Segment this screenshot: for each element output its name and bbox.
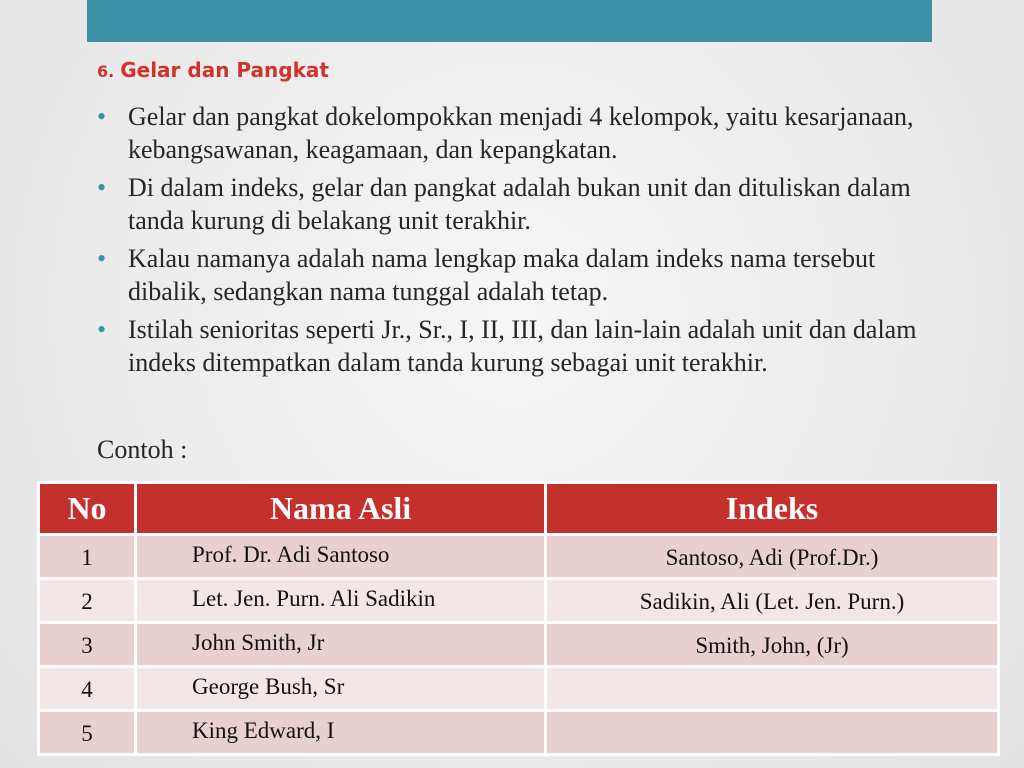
bullet-item: [97, 100, 937, 166]
cell-no: 3: [39, 623, 136, 667]
bullet-text: Istilah senioritas seperti Jr., Sr., I, II, III, dan lain-lain adalah unit dan dalam indeks ditempatkan dalam tanda kurung sebagai unit terakhir.: [128, 315, 917, 377]
table-row: [39, 579, 999, 623]
cell-no: 5: [39, 711, 136, 755]
table-row: [39, 711, 999, 755]
table-row: [39, 667, 999, 711]
cell-no: 2: [39, 579, 136, 623]
cell-no: 4: [39, 667, 136, 711]
cell-indeks: Smith, John, (Jr): [546, 623, 999, 667]
cell-nama-asli: Let. Jen. Purn. Ali Sadikin: [136, 579, 546, 623]
example-table: [37, 481, 1000, 756]
title-bar-decoration: [87, 0, 932, 42]
header-no: No: [39, 483, 136, 535]
table-row: [39, 535, 999, 579]
cell-indeks: Santoso, Adi (Prof.Dr.): [546, 535, 999, 579]
cell-indeks: [546, 667, 999, 711]
cell-nama-asli: John Smith, Jr: [136, 623, 546, 667]
cell-nama-asli: King Edward, I: [136, 711, 546, 755]
bullet-text: Kalau namanya adalah nama lengkap maka dalam indeks nama tersebut dibalik, sedangkan nama tunggal adalah tetap.: [128, 244, 876, 306]
header-indeks: Indeks: [546, 483, 999, 535]
bullet-dot-icon: •: [97, 244, 107, 273]
bullet-dot-icon: •: [97, 173, 107, 202]
table-row: [39, 623, 999, 667]
bullet-item: [97, 313, 937, 379]
section-heading: [97, 58, 329, 82]
bullet-text: Di dalam indeks, gelar dan pangkat adalah bukan unit dan dituliskan dalam tanda kurung di belakang unit terakhir.: [128, 173, 911, 235]
section-title: Gelar dan Pangkat: [120, 58, 329, 82]
cell-indeks: Sadikin, Ali (Let. Jen. Purn.): [546, 579, 999, 623]
section-number: 6.: [97, 62, 115, 81]
header-nama-asli: Nama Asli: [136, 483, 546, 535]
bullet-dot-icon: •: [97, 315, 107, 344]
cell-indeks: [546, 711, 999, 755]
table-header-row: [39, 483, 999, 535]
bullet-text: Gelar dan pangkat dokelompokkan menjadi 4 kelompok, yaitu kesarjanaan, kebangsawanan, keagamaan, dan kepangkatan.: [128, 102, 914, 164]
bullet-item: [97, 171, 937, 237]
cell-nama-asli: Prof. Dr. Adi Santoso: [136, 535, 546, 579]
bullet-dot-icon: •: [97, 102, 107, 131]
cell-no: 1: [39, 535, 136, 579]
bullet-list: [97, 100, 937, 384]
cell-nama-asli: George Bush, Sr: [136, 667, 546, 711]
example-label: Contoh :: [97, 435, 188, 464]
bullet-item: [97, 242, 937, 308]
